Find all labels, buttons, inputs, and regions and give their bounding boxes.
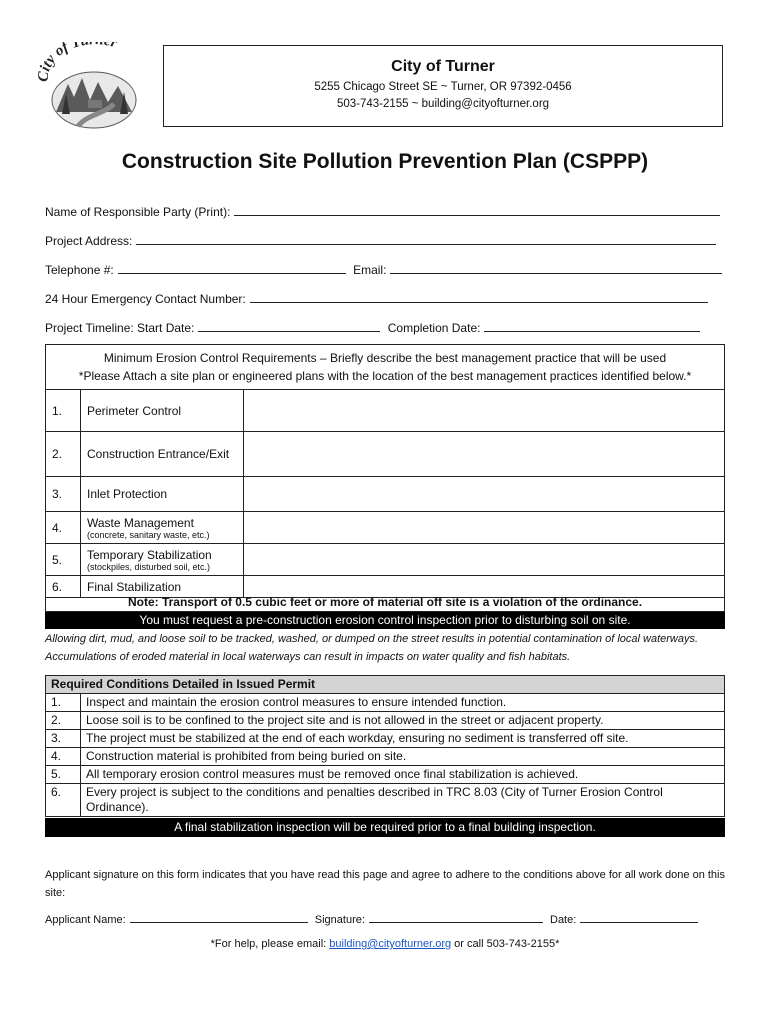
project-address-line[interactable] xyxy=(136,232,716,245)
org-contact: 503-743-2155 ~ building@cityofturner.org xyxy=(336,98,550,110)
responsible-party-line[interactable] xyxy=(234,203,720,216)
telephone-label: Telephone #: xyxy=(45,263,114,277)
table-row: 3. The project must be stabilized at the end of each workday, ensuring no sediment is transferred off site. xyxy=(46,730,725,748)
email-label: Email: xyxy=(353,263,387,277)
timeline-field[interactable] xyxy=(45,319,700,335)
org-name: City of Turner xyxy=(391,58,495,75)
table-row: 6. Final Stabilization xyxy=(46,576,725,598)
table-row: 3. Inlet Protection xyxy=(46,477,725,512)
city-logo xyxy=(38,42,150,130)
date-label: Date: xyxy=(550,914,577,926)
email-line[interactable] xyxy=(390,261,722,274)
telephone-field[interactable] xyxy=(45,261,722,277)
help-line xyxy=(0,938,770,950)
page-title: Construction Site Pollution Prevention Plan (CSPPP) xyxy=(121,150,649,173)
emergency-contact-line[interactable] xyxy=(250,290,708,303)
requirements-table xyxy=(45,344,725,598)
conditions-heading: Required Conditions Detailed in Issued Permit xyxy=(46,676,725,694)
waste-management-input[interactable] xyxy=(244,512,725,544)
table-row: 6. Every project is subject to the conditions and penalties described in TRC 8.03 (City of Turner Erosion Control Ordinance). xyxy=(46,784,725,817)
completion-date-line[interactable] xyxy=(484,319,700,332)
table-row: 5. Temporary Stabilization (stockpiles, disturbed soil, etc.) xyxy=(46,544,725,576)
table-row: 1. Inspect and maintain the erosion control measures to ensure intended function. xyxy=(46,694,725,712)
table-row: 5. All temporary erosion control measures must be removed once final stabilization is achieved. xyxy=(46,766,725,784)
emergency-contact-field[interactable] xyxy=(45,290,708,306)
transport-note: Note: Transport of 0.5 cubic feet or more of material off site is a violation of the ordinance. xyxy=(45,594,725,612)
requirements-heading: Minimum Erosion Control Requirements – Briefly describe the best management practice that will be used *Please Attach a site plan or engineered plans with the location of the best management practices identified below.* xyxy=(46,345,725,390)
signature-fields xyxy=(45,910,698,926)
help-email-link[interactable]: building@cityofturner.org xyxy=(329,938,452,950)
contamination-warning: Allowing dirt, mud, and loose soil to be tracked, washed, or dumped on the street results in potential contamination of local waterways. Accumulations of eroded material in local waterways can result in impacts on water quality and fish habitats. xyxy=(45,633,699,663)
signature-statement: Applicant signature on this form indicates that you have read this page and agree to adhere to the conditions above for all work done on this site: xyxy=(45,869,725,899)
conditions-table xyxy=(45,675,725,817)
inlet-protection-input[interactable] xyxy=(244,477,725,512)
date-line[interactable] xyxy=(580,910,698,923)
project-address-field[interactable] xyxy=(45,232,716,248)
responsible-party-field[interactable] xyxy=(45,203,720,219)
help-suffix: or call 503-743-2155* xyxy=(454,938,560,950)
table-row: 4. Waste Management (concrete, sanitary waste, etc.) xyxy=(46,512,725,544)
signature-label: Signature: xyxy=(314,914,365,926)
perimeter-control-input[interactable] xyxy=(244,390,725,432)
completion-date-label: Completion Date: xyxy=(387,321,481,335)
start-date-line[interactable] xyxy=(198,319,380,332)
help-prefix: *For help, please email: xyxy=(210,938,327,950)
start-date-label: Project Timeline: Start Date: xyxy=(45,321,195,335)
logo-text: ity of T r xyxy=(38,42,120,74)
signature-line[interactable] xyxy=(369,910,543,923)
telephone-line[interactable] xyxy=(118,261,346,274)
table-row: 4. Construction material is prohibited from being buried on site. xyxy=(46,748,725,766)
temporary-stabilization-input[interactable] xyxy=(244,544,725,576)
construction-entrance-input[interactable] xyxy=(244,432,725,477)
responsible-party-label: Name of Responsible Party (Print): xyxy=(45,205,231,219)
final-inspection-note: A final stabilization inspection will be required prior to a final building inspection. xyxy=(45,818,725,837)
preconstruction-note: You must request a pre-construction erosion control inspection prior to disturbing soil on site. xyxy=(45,612,725,629)
table-row: 1. Perimeter Control xyxy=(46,390,725,432)
table-row: 2. Loose soil is to be confined to the project site and is not allowed in the street or adjacent property. xyxy=(46,712,725,730)
org-address: 5255 Chicago Street SE ~ Turner, OR 97392-0456 xyxy=(314,81,572,93)
applicant-name-label: Applicant Name: xyxy=(45,914,126,926)
table-row: 2. Construction Entrance/Exit xyxy=(46,432,725,477)
applicant-name-line[interactable] xyxy=(130,910,308,923)
header-box xyxy=(163,45,723,127)
project-address-label: Project Address: xyxy=(45,234,133,248)
emergency-contact-label: 24 Hour Emergency Contact Number: xyxy=(45,292,246,306)
